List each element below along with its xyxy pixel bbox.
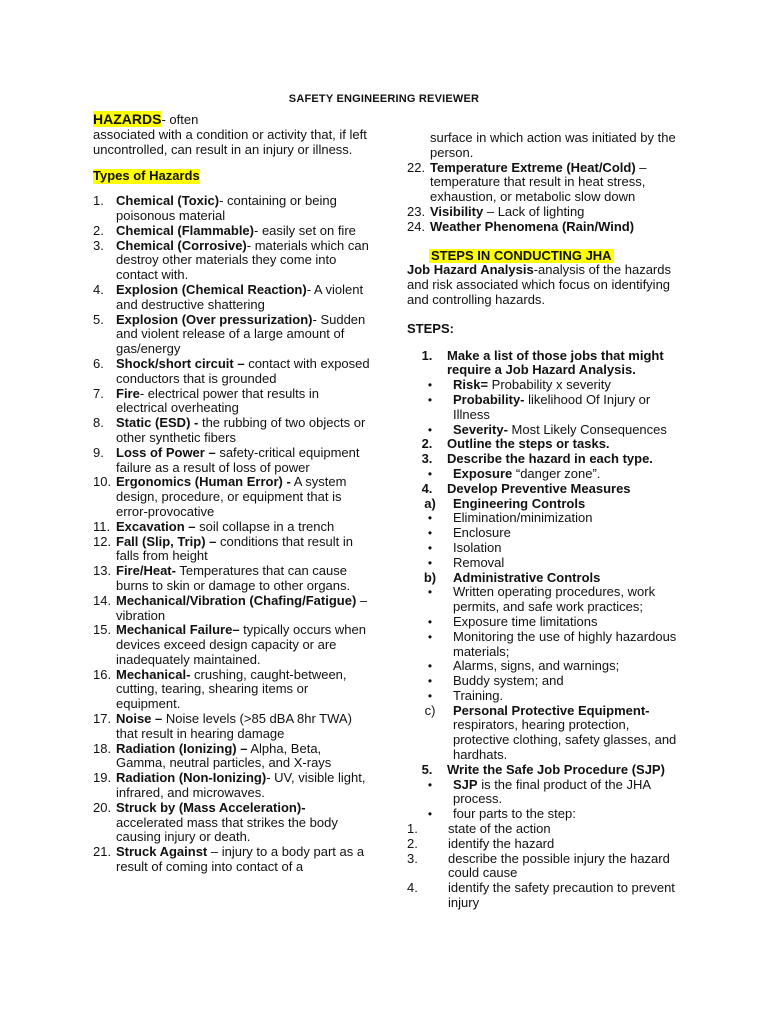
step-5-bullets	[407, 778, 682, 822]
hazard-item	[93, 224, 371, 239]
sub-text: Engineering Controls	[453, 495, 586, 511]
sub-c-ppe	[407, 704, 682, 763]
jha-definition	[407, 263, 682, 307]
hazard-item	[407, 205, 682, 220]
bullet-dot-icon: •	[427, 526, 433, 541]
hazard-list-continued	[407, 161, 682, 235]
hazard-name: Chemical (Toxic)	[116, 193, 220, 209]
ppe-text: respirators, hearing protection, protective clothing, safety glasses, and hardhats.	[453, 717, 677, 763]
bullet-dot-icon: •	[427, 511, 433, 526]
hazard-description: Noise levels (>85 dBA 8hr TWA) that result in hearing damage	[116, 711, 352, 741]
bullet-dot-icon: •	[427, 585, 433, 600]
hazard-description: accelerated mass that strikes the body causing injury or death.	[116, 814, 338, 845]
bullet-dot-icon: •	[427, 392, 433, 407]
bullet-description: four parts to the step:	[453, 806, 576, 822]
jha-heading: STEPS IN CONDUCTING JHA	[431, 247, 612, 263]
bullet-description: Most Likely Consequences	[507, 421, 667, 437]
hazard-name: Struck by (Mass Acceleration)-	[116, 799, 306, 815]
part-text: identify the hazard	[448, 835, 555, 851]
hazard-description: - containing or being poisonous material	[116, 193, 337, 223]
step-text: Write the Safe Job Procedure (SJP)	[447, 761, 665, 777]
hazard-number: 20.	[93, 799, 112, 815]
hazard-text	[116, 387, 371, 417]
bullet-text	[453, 378, 682, 393]
hazard-21-continuation: surface in which action was initiated by the person.	[430, 130, 676, 160]
hazard-name: Shock/short circuit –	[116, 355, 245, 371]
hazard-description: - electrical power that results in electrical overheating	[116, 385, 320, 416]
steps-label: STEPS:	[407, 320, 454, 336]
hazard-text	[116, 594, 371, 624]
step-number: 1.	[421, 347, 433, 363]
sub-letter: c)	[424, 702, 436, 718]
hazard-text	[116, 194, 371, 224]
step-5	[407, 763, 682, 778]
hazard-description: the rubbing of two objects or other synthetic fibers	[116, 415, 366, 445]
bullet-dot-icon: •	[427, 688, 433, 703]
hazard-item	[93, 475, 371, 519]
step-number: 3.	[421, 451, 433, 467]
hazard-name: Mechanical-	[116, 666, 191, 682]
step-number: 2.	[421, 436, 433, 452]
hazard-text	[116, 771, 371, 801]
control-item	[407, 689, 682, 704]
hazards-definition: associated with a condition or activity that, if left uncontrolled, can result in an injury or illness.	[93, 126, 367, 157]
bullet-term: Severity-	[453, 421, 508, 437]
hazard-item	[93, 668, 371, 712]
hazard-description: typically occurs when devices exceed design capacity or are inadequately maintained.	[116, 622, 367, 667]
part-item	[407, 881, 682, 911]
hazard-number: 22.	[407, 159, 426, 175]
hazard-item	[93, 387, 371, 417]
hazard-text	[116, 283, 371, 313]
control-text: Written operating procedures, work permits, and safe work practices;	[453, 584, 656, 615]
control-item	[407, 674, 682, 689]
control-item	[407, 556, 682, 571]
hazard-text	[116, 520, 371, 535]
hazard-item	[93, 771, 371, 801]
document-title: SAFETY ENGINEERING REVIEWER	[288, 93, 480, 105]
hazard-number: 21.	[93, 844, 112, 860]
hazard-number: 14.	[93, 592, 112, 608]
control-text: Training.	[453, 687, 504, 703]
administrative-controls-list	[407, 585, 682, 703]
hazards-heading: HAZARDS	[93, 111, 162, 127]
hazard-text	[116, 564, 371, 594]
hazard-number: 11.	[93, 518, 111, 534]
bullet-dot-icon: •	[427, 659, 433, 674]
bullet-item	[407, 778, 682, 808]
step-text: Develop Preventive Measures	[447, 480, 631, 496]
bullet-item	[407, 423, 682, 438]
bullet-description: likelihood Of Injury or Illness	[453, 391, 651, 422]
control-text: Elimination/minimization	[453, 510, 593, 526]
step-3-bullets	[407, 467, 682, 482]
hazard-number: 5.	[93, 311, 104, 327]
hazard-item	[93, 283, 371, 313]
hazard-description: A system design, procedure, or equipment that is error-provocative	[116, 474, 347, 519]
hazard-name: Weather Phenomena (Rain/Wind)	[430, 218, 635, 234]
hazard-text	[116, 535, 371, 565]
hazard-number: 18.	[93, 740, 112, 756]
hazard-number: 4.	[93, 281, 104, 297]
step-1	[407, 349, 682, 379]
hazard-number: 23.	[407, 203, 426, 219]
hazard-text	[116, 623, 371, 667]
hazard-text	[116, 416, 371, 446]
hazard-number: 7.	[93, 385, 104, 401]
bullet-item	[407, 378, 682, 393]
hazard-number: 6.	[93, 355, 104, 371]
four-parts-list	[407, 822, 682, 911]
control-item	[407, 659, 682, 674]
part-text: identify the safety precaution to prevent injury	[448, 880, 675, 911]
part-number: 3.	[407, 850, 418, 866]
hazard-description: soil collapse in a trench	[195, 518, 335, 534]
hazard-name: Ergonomics (Human Error) -	[116, 474, 291, 490]
sub-letter: a)	[424, 495, 436, 511]
bullet-dot-icon: •	[427, 777, 433, 792]
hazard-item	[93, 239, 371, 283]
step-number: 4.	[421, 480, 433, 496]
hazard-number: 1.	[93, 193, 104, 209]
hazard-number: 12.	[93, 533, 112, 549]
hazard-name: Static (ESD) -	[116, 415, 199, 431]
hazards-intro	[93, 112, 371, 128]
part-item	[407, 822, 682, 837]
hazard-text	[116, 712, 371, 742]
hazard-text	[116, 801, 371, 845]
hazard-number: 3.	[93, 237, 104, 253]
hazard-description: - UV, visible light, infrared, and microwaves.	[116, 770, 366, 801]
part-text: state of the action	[448, 821, 551, 837]
hazard-number: 19.	[93, 770, 112, 786]
control-item	[407, 630, 682, 660]
bullet-item	[407, 393, 682, 423]
part-text: describe the possible injury the hazard could cause	[448, 850, 670, 881]
control-item	[407, 585, 682, 615]
part-item	[407, 852, 682, 882]
hazard-name: Temperature Extreme (Heat/Cold)	[430, 159, 636, 175]
hazard-number: 16.	[93, 666, 112, 682]
part-number: 2.	[407, 835, 418, 851]
hazard-text	[430, 161, 682, 205]
hazard-description: crushing, caught-between, cutting, tearing, shearing items or equipment.	[116, 666, 347, 712]
hazard-text	[116, 239, 371, 283]
hazard-item	[93, 594, 371, 624]
hazard-item	[93, 845, 371, 875]
hazard-text	[116, 357, 371, 387]
bullet-text	[453, 778, 682, 808]
hazard-description: – vibration	[116, 592, 368, 623]
control-item	[407, 541, 682, 556]
hazard-item	[93, 564, 371, 594]
sub-text: Administrative Controls	[453, 569, 601, 585]
jha-term: Job Hazard Analysis	[407, 262, 534, 278]
hazard-name: Radiation (Ionizing) –	[116, 740, 248, 756]
hazard-item	[93, 623, 371, 667]
bullet-text	[453, 423, 682, 438]
hazard-number: 8.	[93, 415, 104, 431]
right-column	[407, 131, 682, 911]
bullet-dot-icon: •	[427, 555, 433, 570]
hazard-name: Explosion (Chemical Reaction)	[116, 281, 307, 297]
part-number: 1.	[407, 821, 418, 837]
control-text: Exposure time limitations	[453, 613, 598, 629]
hazard-number: 13.	[93, 563, 112, 579]
step-4	[407, 482, 682, 497]
hazard-number: 15.	[93, 622, 112, 638]
step-2	[407, 437, 682, 452]
bullet-dot-icon: •	[427, 807, 433, 822]
control-item	[407, 615, 682, 630]
hazard-item	[407, 220, 682, 235]
hazard-description: Temperatures that can cause burns to skin or damage to other organs.	[116, 563, 351, 593]
bullet-description: “danger zone”.	[512, 465, 601, 481]
hazard-text	[116, 446, 371, 476]
hazard-name: Radiation (Non-Ionizing)	[116, 770, 267, 786]
bullet-dot-icon: •	[427, 674, 433, 689]
bullet-dot-icon: •	[427, 378, 433, 393]
bullet-description: Probability x severity	[488, 377, 611, 393]
hazard-number: 17.	[93, 711, 112, 727]
sub-a-engineering	[407, 497, 682, 512]
hazard-text	[430, 220, 682, 235]
hazard-item	[93, 712, 371, 742]
hazards-intro-tail: - often	[161, 112, 199, 127]
hazard-item	[93, 520, 371, 535]
hazard-description: - Sudden and violent release of a large amount of gas/energy	[116, 311, 366, 357]
bullet-item	[407, 807, 682, 822]
control-text: Removal	[453, 554, 505, 570]
control-item	[407, 526, 682, 541]
step-number: 5.	[421, 761, 433, 777]
hazard-text	[430, 205, 682, 220]
bullet-dot-icon: •	[427, 540, 433, 555]
bullet-term: Risk=	[453, 377, 489, 393]
hazard-name: Mechanical/Vibration (Chafing/Fatigue)	[116, 592, 357, 608]
hazard-description: – injury to a body part as a result of coming into contact of a	[116, 844, 365, 875]
hazard-name: Explosion (Over pressurization)	[116, 311, 313, 327]
control-item	[407, 511, 682, 526]
hazard-name: Loss of Power –	[116, 444, 216, 460]
bullet-dot-icon: •	[427, 422, 433, 437]
bullet-dot-icon: •	[427, 466, 433, 481]
hazard-description: Alpha, Beta, Gamma, neutral particles, and X-rays	[116, 740, 332, 771]
hazard-description: safety-critical equipment failure as a result of loss of power	[116, 444, 360, 475]
hazard-description: – temperature that result in heat stress, exhaustion, or metabolic slow down	[430, 159, 647, 205]
engineering-controls-list	[407, 511, 682, 570]
hazard-item	[407, 161, 682, 205]
hazard-item	[93, 535, 371, 565]
hazard-text	[116, 742, 371, 772]
hazard-description: – Lack of lighting	[483, 203, 585, 219]
control-text: Monitoring the use of highly hazardous materials;	[453, 628, 677, 659]
bullet-item	[407, 467, 682, 482]
ppe-term: Personal Protective Equipment-	[453, 702, 650, 718]
control-text: Alarms, signs, and warnings;	[453, 658, 620, 674]
bullet-text	[453, 807, 682, 822]
hazard-number: 10.	[93, 474, 112, 490]
bullet-term: Probability-	[453, 391, 525, 407]
sub-text	[453, 704, 682, 763]
left-column	[93, 112, 371, 875]
step-text: Describe the hazard in each type.	[447, 451, 653, 467]
hazard-name: Chemical (Corrosive)	[116, 237, 247, 253]
bullet-description: is the final product of the JHA process.	[453, 776, 651, 807]
control-text: Isolation	[453, 539, 502, 555]
hazard-name: Noise –	[116, 711, 163, 727]
types-of-hazards-heading: Types of Hazards	[93, 168, 200, 184]
hazard-item	[93, 446, 371, 476]
hazard-name: Chemical (Flammable)	[116, 222, 254, 238]
hazard-text	[116, 668, 371, 712]
bullet-term: SJP	[453, 776, 478, 792]
step-3	[407, 452, 682, 467]
control-text: Buddy system; and	[453, 673, 564, 689]
hazard-item	[93, 313, 371, 357]
hazard-description: conditions that result in falls from height	[116, 533, 353, 564]
hazard-description: contact with exposed conductors that is grounded	[116, 355, 370, 386]
hazard-text	[116, 475, 371, 519]
bullet-text	[453, 467, 682, 482]
hazard-name: Struck Against	[116, 844, 208, 860]
hazard-number: 24.	[407, 218, 426, 234]
hazard-list	[93, 194, 371, 875]
hazard-name: Fire/Heat-	[116, 563, 176, 579]
part-number: 4.	[407, 880, 418, 896]
part-item	[407, 837, 682, 852]
bullet-text	[453, 393, 682, 423]
hazard-item	[93, 416, 371, 446]
hazard-text	[116, 845, 371, 875]
hazard-text	[116, 313, 371, 357]
sub-letter: b)	[423, 569, 437, 585]
hazard-name: Excavation –	[116, 518, 196, 534]
hazard-description: - materials which can destroy other materials they come into contact with.	[116, 237, 369, 283]
hazard-item	[93, 357, 371, 387]
hazard-description: - easily set on fire	[254, 222, 356, 238]
hazard-item	[93, 742, 371, 772]
hazard-name: Fall (Slip, Trip) –	[116, 533, 217, 549]
hazard-item	[93, 801, 371, 845]
jha-definition-text: -analysis of the hazards and risk associated which focus on identifying and controlling hazards.	[407, 262, 671, 307]
step-1-bullets	[407, 378, 682, 437]
hazard-description: - A violent and destructive shattering	[116, 281, 364, 312]
sub-b-administrative	[407, 571, 682, 586]
hazard-name: Fire	[116, 385, 140, 401]
bullet-dot-icon: •	[427, 629, 433, 644]
bullet-term: Exposure	[453, 465, 513, 481]
step-text: Outline the steps or tasks.	[447, 436, 610, 452]
hazard-item	[93, 194, 371, 224]
hazard-name: Mechanical Failure–	[116, 622, 240, 638]
hazard-name: Visibility	[430, 203, 484, 219]
control-text: Enclosure	[453, 525, 511, 541]
hazard-number: 2.	[93, 222, 104, 238]
step-text: Make a list of those jobs that might require a Job Hazard Analysis.	[447, 347, 664, 378]
bullet-dot-icon: •	[427, 614, 433, 629]
hazard-text	[116, 224, 371, 239]
hazard-number: 9.	[93, 444, 104, 460]
